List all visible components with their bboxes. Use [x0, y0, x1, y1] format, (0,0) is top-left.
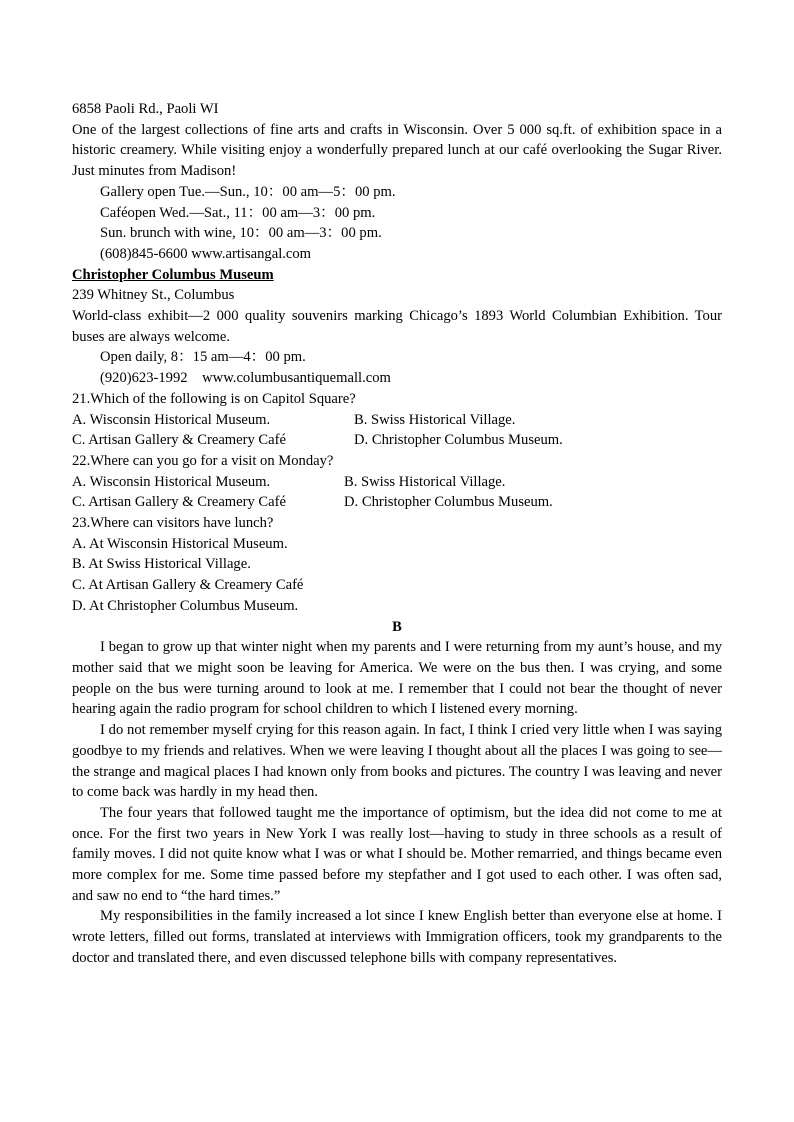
- question-22-options-cd: [72, 492, 722, 513]
- question-23-option-b: B. At Swiss Historical Village.: [72, 556, 251, 573]
- question-21-option-a: A. Wisconsin Historical Museum.: [72, 411, 271, 428]
- columbus-description: World-class exhibit—2 000 quality souvenirs marking Chicago’s 1893 World Columbian Exhibition. Tour buses are always welcome.: [72, 308, 722, 345]
- question-22-option-b: B. Swiss Historical Village.: [344, 473, 506, 490]
- section-b-paragraph-2: I do not remember myself crying for this reason again. In fact, I think I cried very little when I was saying goodbye to my friends and relatives. When we were leaving I thought about all the places I was going to see—the strange and magical places I had known only from books and pictures. The country I was leaving and never to come back was hardly in my head then.: [72, 722, 722, 801]
- question-23-option-a: A. At Wisconsin Historical Museum.: [72, 535, 288, 552]
- section-b-paragraph-1: I began to grow up that winter night when my parents and I were returning from my aunt’s house, and my mother said that we might soon be leaving for America. We were on the bus then. I was crying, and some people on the bus were turning around to look at me. I remember that I could not bear the thought of never hearing again the radio program for school children to which I listened every morning.: [72, 639, 722, 718]
- question-21-option-c: C. Artisan Gallery & Creamery Café: [72, 432, 286, 449]
- question-22-stem: 22.Where can you go for a visit on Monday?: [72, 452, 334, 469]
- section-b-heading: B: [392, 618, 402, 635]
- question-22-option-c: C. Artisan Gallery & Creamery Café: [72, 494, 286, 511]
- document-page: [72, 99, 722, 969]
- question-21-options-cd: [72, 430, 722, 451]
- columbus-title: Christopher Columbus Museum: [72, 266, 274, 283]
- artisan-address: 6858 Paoli Rd., Paoli WI: [72, 101, 219, 117]
- question-21-options-ab: [72, 410, 722, 431]
- question-21-option-d: D. Christopher Columbus Museum.: [354, 432, 563, 449]
- question-22-option-a: A. Wisconsin Historical Museum.: [72, 473, 271, 490]
- artisan-cafe-hours: Caféopen Wed.—Sat., 11：00 am—3：00 pm.: [100, 204, 376, 221]
- columbus-hours: Open daily, 8：15 am—4：00 pm.: [100, 349, 306, 366]
- artisan-brunch-hours: Sun. brunch with wine, 10：00 am—3：00 pm.: [100, 225, 382, 242]
- section-b-paragraph-3: The four years that followed taught me the importance of optimism, but the idea did not come to me at once. For the first two years in New York I was really lost—having to study in three schools as a result of family moves. I did not quite know what I was or what I should be. Mother remarried, and things became even more complex for me. Some time passed before my stepfather and I got used to each other. I was often sad, and saw no end to “the hard times.”: [72, 804, 722, 904]
- columbus-contact: (920)623-1992 www.columbusantiquemall.com: [100, 370, 391, 387]
- question-21-stem: 21.Which of the following is on Capitol Square?: [72, 390, 356, 407]
- columbus-address: 239 Whitney St., Columbus: [72, 287, 235, 304]
- question-23-option-c: C. At Artisan Gallery & Creamery Café: [72, 577, 304, 594]
- question-21-option-b: B. Swiss Historical Village.: [354, 411, 516, 428]
- question-23-stem: 23.Where can visitors have lunch?: [72, 515, 274, 532]
- artisan-description: One of the largest collections of fine arts and crafts in Wisconsin. Over 5 000 sq.ft. of exhibition space in a historic creamery. While visiting enjoy a wonderfully prepared lunch at our café overlooking the Sugar River. Just minutes from Madison!: [72, 121, 722, 180]
- question-22-option-d: D. Christopher Columbus Museum.: [344, 494, 553, 511]
- artisan-gallery-hours: Gallery open Tue.—Sun., 10：00 am—5：00 pm.: [100, 183, 396, 200]
- artisan-contact: (608)845-6600 www.artisangal.com: [100, 245, 312, 262]
- question-23-option-d: D. At Christopher Columbus Museum.: [72, 597, 299, 614]
- question-22-options-ab: [72, 472, 722, 493]
- section-b-paragraph-4: My responsibilities in the family increased a lot since I knew English better than everyone else at home. I wrote letters, filled out forms, translated at interviews with Immigration officers, took my grandparents to the doctor and translated there, and even discussed telephone bills with company representatives.: [72, 908, 722, 966]
